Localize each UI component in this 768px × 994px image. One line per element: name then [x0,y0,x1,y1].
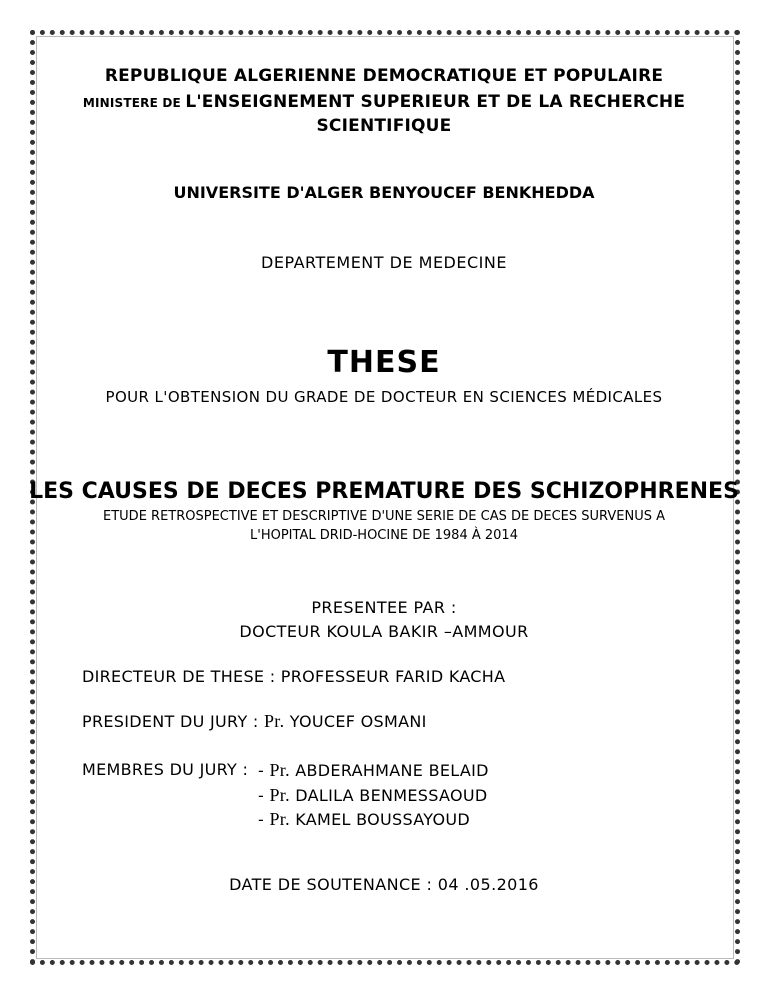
jury-member-dash: - [258,786,270,805]
thesis-main-title: LES CAUSES DE DECES PREMATURE DES SCHIZOPHRENES [29,479,739,504]
ministry-heading [0,92,768,112]
jury-member [258,785,487,806]
jury-member-dash: - [258,761,270,780]
jury-member-name: ABDERAHMANE BELAID [289,761,489,780]
study-description-line1: ETUDE RETROSPECTIVE ET DESCRIPTIVE D'UNE SERIE DE CAS DE DECES SURVENUS A [103,509,665,524]
presenter-name: DOCTEUR KOULA BAKIR –AMMOUR [239,622,529,641]
university-name: UNIVERSITE D'ALGER BENYOUCEF BENKHEDDA [173,183,595,202]
jury-member-name: DALILA BENMESSAOUD [289,786,488,805]
jury-member-title: Pr. [269,760,290,780]
defense-date: DATE DE SOUTENANCE : 04 .05.2016 [229,875,539,894]
jury-member-name: KAMEL BOUSSAYOUD [289,810,470,829]
thesis-subtitle: POUR L'OBTENSION DU GRADE DE DOCTEUR EN SCIENCES MÉDICALES [105,388,663,406]
jury-member-dash: - [258,810,270,829]
thesis-title: THESE [327,345,441,380]
jury-members-label: MEMBRES DU JURY : [82,760,249,779]
jury-president-name: YOUCEF OSMANI [284,712,427,731]
jury-member-title: Pr. [269,809,290,829]
jury-president-label: PRESIDENT DU JURY : [82,712,264,731]
ministry-heading-cont: SCIENTIFIQUE [316,116,452,136]
department-name: DEPARTEMENT DE MEDECINE [261,253,507,272]
ministry-prefix: MINISTERE DE [82,96,186,110]
jury-member-title: Pr. [269,785,290,805]
thesis-director: DIRECTEUR DE THESE : PROFESSEUR FARID KACHA [82,667,506,686]
jury-president [82,711,427,732]
ministry-main: L'ENSEIGNEMENT SUPERIEUR ET DE LA RECHERCHE [185,92,686,112]
jury-president-title: Pr. [263,711,285,731]
republic-heading: REPUBLIQUE ALGERIENNE DEMOCRATIQUE ET POPULAIRE [104,66,664,86]
presented-by-label: PRESENTEE PAR : [311,598,457,617]
study-description-line2: L'HOPITAL DRID-HOCINE DE 1984 À 2014 [250,528,518,543]
jury-member [258,760,489,781]
jury-member [258,809,470,830]
